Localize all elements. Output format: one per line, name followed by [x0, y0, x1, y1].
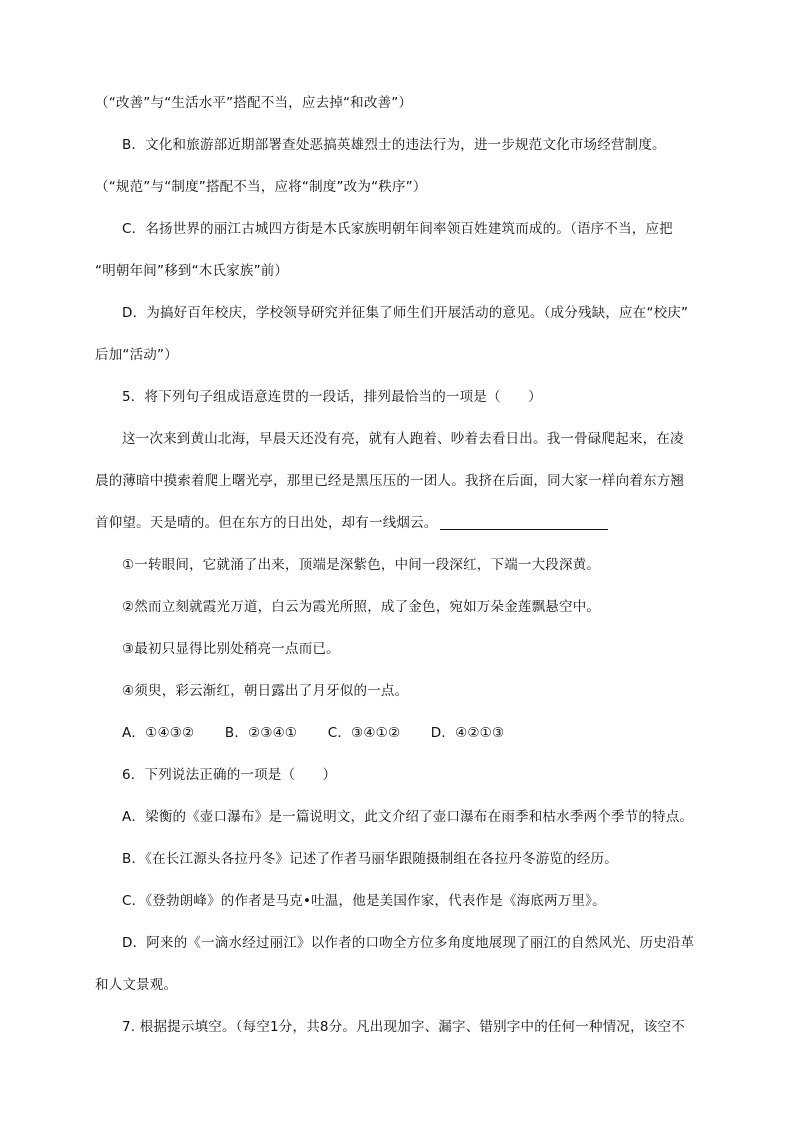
- option-c-line-2: “明朝年间”移到“木氏家族”前）: [95, 263, 289, 279]
- question-7-stem: 7. 根据提示填空。（每空1分，共8分。凡出现加字、漏字、错别字中的任何一种情况，该空不: [122, 1019, 685, 1035]
- q6-option-a: A．梁衡的《壶口瀑布》是一篇说明文，此文介绍了壶口瀑布在雨季和枯水季两个季节的特点。: [122, 809, 694, 825]
- passage-line-2: 晨的薄暗中摸索着爬上曙光亭，那里已经是黑压压的一团人。我挤在后面，同大家一样向着东方翘: [95, 473, 685, 489]
- q6-option-b: B．《在长江源头各拉丹冬》记述了作者马丽华跟随摄制组在各拉丹冬游览的经历。: [122, 851, 618, 867]
- q5-option-a: A．①④③②: [122, 725, 195, 741]
- option-b-line: B．文化和旅游部近期部署查处恶搞英雄烈士的违法行为，进一步规范文化市场经营制度。: [122, 137, 666, 153]
- question-6-stem: 6．下列说法正确的一项是（ ）: [122, 767, 337, 783]
- sentence-3: ③最初只显得比别处稍亮一点而已。: [122, 641, 340, 657]
- note-line-b: （“规范”与“制度”搭配不当，应将“制度”改为“秩序”）: [95, 179, 427, 195]
- q6-option-c: C．《登勃朗峰》的作者是马克•吐温，他是美国作家，代表作是《海底两万里》。: [122, 893, 606, 909]
- sentence-4: ④须臾，彩云渐红，朝日露出了月牙似的一点。: [122, 683, 409, 699]
- question-5-stem: 5．将下列句子组成语意连贯的一段话，排列最恰当的一项是（ ）: [122, 389, 542, 405]
- passage-line-3: [95, 502, 712, 544]
- option-d-line-2: 后加“活动”）: [95, 347, 178, 363]
- passage-line-1: 这一次来到黄山北海，早晨天还没有亮，就有人跑着、吵着去看日出。我一骨碌爬起来，在凌: [122, 431, 684, 447]
- q5-option-b: B．②③④①: [224, 725, 298, 741]
- q5-option-d: D．④②①③: [430, 725, 505, 741]
- q6-option-d-line-1: D．阿来的《一滴水经过丽江》以作者的口吻全方位多角度地展现了丽江的自然风光、历史沿革: [122, 935, 695, 951]
- sentence-1: ①一转眼间，它就涌了出来，顶端是深紫色，中间一段深红，下端一大段深黄。: [122, 557, 601, 573]
- q6-option-d-line-2: 和人文景观。: [95, 977, 178, 993]
- option-d-line-1: D．为搞好百年校庆，学校领导研究并征集了师生们开展活动的意见。（成分残缺，应在“校庆”: [122, 305, 689, 321]
- sentence-2: ②然而立刻就霞光万道，白云为霞光所照，成了金色，宛如万朵金莲飘悬空中。: [122, 599, 601, 615]
- passage-line-3-text: 首仰望。天是晴的。但在东方的日出处，却有一线烟云。: [95, 515, 438, 531]
- option-c-line-1: C．名扬世界的丽江古城四方街是木氏家族明朝年间率领百姓建筑而成的。（语序不当，应把: [122, 221, 673, 237]
- answer-blank: [440, 515, 608, 530]
- q5-option-c: C．③④①②: [327, 725, 401, 741]
- note-line-a: （“改善”与“生活水平”搭配不当，应去掉“和改善”）: [95, 95, 413, 111]
- question-5-options: [95, 712, 712, 754]
